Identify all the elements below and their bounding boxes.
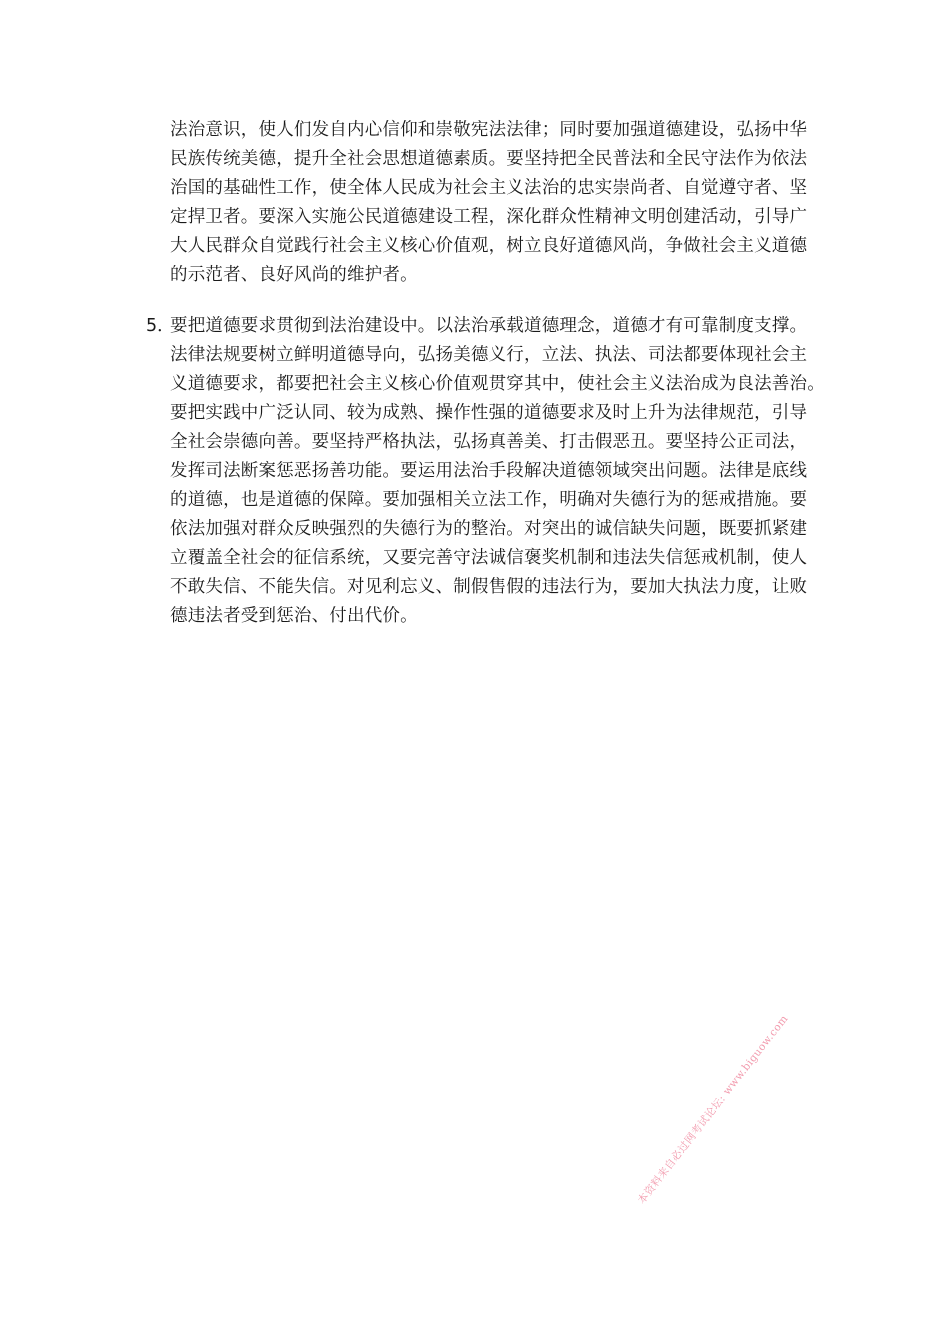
paragraph-line: 民族传统美德，提升全社会思想道德素质。要坚持把全民普法和全民守法作为依法 xyxy=(170,149,808,169)
paragraph-line: 大人民群众自觉践行社会主义核心价值观，树立良好道德风尚，争做社会主义道德 xyxy=(170,236,808,256)
list-item-5 xyxy=(170,312,825,631)
paragraph-line: 立覆盖全社会的征信系统，又要完善守法诚信褒奖机制和违法失信惩戒机制，使人 xyxy=(170,548,808,568)
paragraph-continued xyxy=(170,116,810,290)
paragraph-line: 发挥司法断案惩恶扬善功能。要运用法治手段解决道德领域突出问题。法律是底线 xyxy=(170,461,808,481)
paragraph-line: 不敢失信、不能失信。对见利忘义、制假售假的违法行为，要加大执法力度，让败 xyxy=(170,577,808,597)
list-item-number: 5． xyxy=(146,316,175,336)
paragraph-line: 的道德，也是道德的保障。要加强相关立法工作，明确对失德行为的惩戒措施。要 xyxy=(170,490,808,510)
paragraph-line: 法律法规要树立鲜明道德导向，弘扬美德义行，立法、执法、司法都要体现社会主 xyxy=(170,345,808,365)
paragraph-line: 法治意识，使人们发自内心信仰和崇敬宪法法律；同时要加强道德建设，弘扬中华 xyxy=(170,120,808,140)
paragraph-line: 定捍卫者。要深入实施公民道德建设工程，深化群众性精神文明创建活动，引导广 xyxy=(170,207,808,227)
paragraph-line: 要把道德要求贯彻到法治建设中。以法治承载道德理念，道德才有可靠制度支撑。 xyxy=(170,316,808,336)
paragraph-line: 治国的基础性工作，使全体人民成为社会主义法治的忠实崇尚者、自觉遵守者、坚 xyxy=(170,178,808,198)
paragraph-line: 依法加强对群众反映强烈的失德行为的整治。对突出的诚信缺失问题，既要抓紧建 xyxy=(170,519,808,539)
paragraph-line: 全社会崇德向善。要坚持严格执法，弘扬真善美、打击假恶丑。要坚持公正司法， xyxy=(170,432,808,452)
paragraph-line: 德违法者受到惩治、付出代价。 xyxy=(170,606,418,626)
paragraph-line: 义道德要求，都要把社会主义核心价值观贯穿其中，使社会主义法治成为良法善治。 xyxy=(170,374,825,394)
watermark: 本资料来自必过网考试论坛: www.biguow.com xyxy=(635,1012,791,1207)
paragraph-line: 要把实践中广泛认同、较为成熟、操作性强的道德要求及时上升为法律规范，引导 xyxy=(170,403,808,423)
paragraph-line: 的示范者、良好风尚的维护者。 xyxy=(170,265,418,285)
